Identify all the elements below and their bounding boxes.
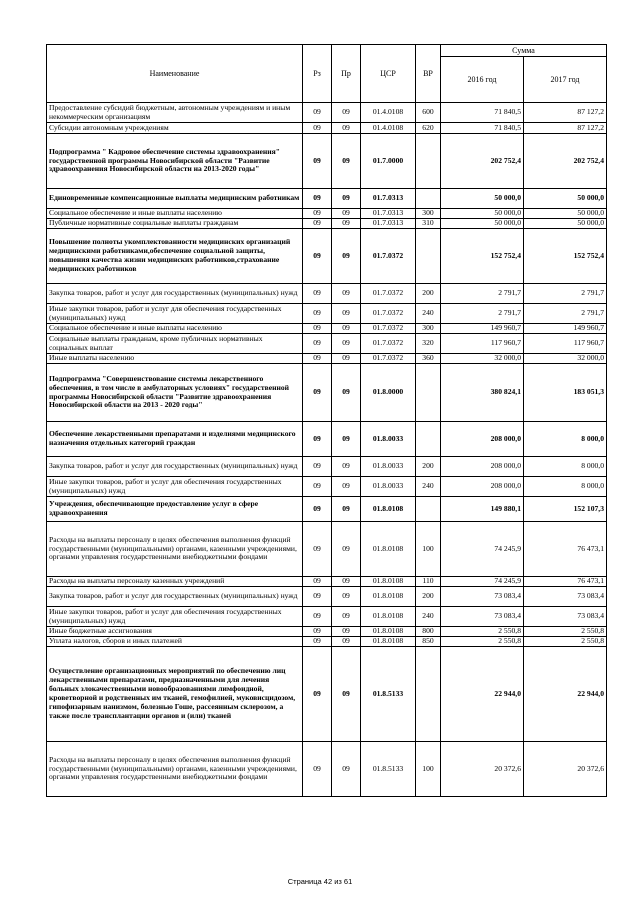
cell-vr: 600 xyxy=(416,103,441,123)
cell-name: Закупка товаров, работ и услуг для государственных (муниципальных) нужд xyxy=(47,457,303,477)
cell-name: Учреждения, обеспечивающие предоставление услуг в сфере здравоохранения xyxy=(47,497,303,522)
cell-csr: 01.8.0108 xyxy=(361,522,416,577)
cell-name: Закупка товаров, работ и услуг для государственных (муниципальных) нужд xyxy=(47,587,303,607)
table-row xyxy=(47,134,607,189)
cell-sum-2016: 71 840,5 xyxy=(441,123,524,134)
cell-sum-2016: 2 791,7 xyxy=(441,284,524,304)
header-csr: ЦСР xyxy=(361,45,416,103)
cell-pr: 09 xyxy=(332,364,361,422)
cell-sum-2017: 2 791,7 xyxy=(524,304,607,324)
cell-pr: 09 xyxy=(332,284,361,304)
cell-vr: 100 xyxy=(416,522,441,577)
header-rz: Рз xyxy=(303,45,332,103)
table-row xyxy=(47,577,607,587)
cell-pr: 09 xyxy=(332,457,361,477)
cell-sum-2017: 152 752,4 xyxy=(524,229,607,284)
cell-sum-2016: 73 083,4 xyxy=(441,587,524,607)
cell-pr: 09 xyxy=(332,334,361,354)
cell-name: Субсидии автономным учреждениям xyxy=(47,123,303,134)
table-row xyxy=(47,123,607,134)
cell-pr: 09 xyxy=(332,647,361,742)
cell-rz: 09 xyxy=(303,209,332,219)
cell-sum-2017: 2 550,8 xyxy=(524,627,607,637)
cell-pr: 09 xyxy=(332,497,361,522)
cell-csr: 01.8.0108 xyxy=(361,497,416,522)
cell-name: Расходы на выплаты персоналу казенных учреждений xyxy=(47,577,303,587)
cell-csr: 01.7.0372 xyxy=(361,354,416,364)
cell-vr xyxy=(416,134,441,189)
cell-name: Единовременные компенсационные выплаты медицинским работникам xyxy=(47,189,303,209)
table-row xyxy=(47,422,607,457)
cell-csr: 01.7.0313 xyxy=(361,209,416,219)
cell-sum-2016: 149 880,1 xyxy=(441,497,524,522)
table-row xyxy=(47,354,607,364)
cell-vr: 240 xyxy=(416,477,441,497)
cell-sum-2017: 50 000,0 xyxy=(524,209,607,219)
budget-table xyxy=(46,44,607,797)
cell-rz: 09 xyxy=(303,627,332,637)
cell-sum-2017: 87 127,2 xyxy=(524,123,607,134)
cell-vr: 200 xyxy=(416,457,441,477)
cell-csr: 01.4.0108 xyxy=(361,103,416,123)
cell-sum-2016: 74 245,9 xyxy=(441,577,524,587)
cell-vr: 620 xyxy=(416,123,441,134)
cell-name: Иные закупки товаров, работ и услуг для обеспечения государственных (муниципальных) нужд xyxy=(47,477,303,497)
cell-vr xyxy=(416,364,441,422)
cell-sum-2017: 8 000,0 xyxy=(524,457,607,477)
cell-sum-2016: 380 824,1 xyxy=(441,364,524,422)
cell-sum-2016: 74 245,9 xyxy=(441,522,524,577)
cell-vr: 300 xyxy=(416,324,441,334)
cell-name: Закупка товаров, работ и услуг для государственных (муниципальных) нужд xyxy=(47,284,303,304)
cell-csr: 01.8.5133 xyxy=(361,742,416,797)
cell-sum-2017: 87 127,2 xyxy=(524,103,607,123)
cell-vr: 240 xyxy=(416,607,441,627)
table-row xyxy=(47,229,607,284)
cell-vr: 200 xyxy=(416,284,441,304)
cell-name: Иные бюджетные ассигнования xyxy=(47,627,303,637)
cell-rz: 09 xyxy=(303,354,332,364)
cell-rz: 09 xyxy=(303,607,332,627)
cell-name: Расходы на выплаты персоналу в целях обеспечения выполнения функций государственными (муниципальными) органами, казенными учреждениями, органами управления государственными внебюджетными фондами xyxy=(47,522,303,577)
cell-csr: 01.4.0108 xyxy=(361,123,416,134)
cell-pr: 09 xyxy=(332,742,361,797)
cell-name: Социальное обеспечение и иные выплаты населению xyxy=(47,209,303,219)
cell-pr: 09 xyxy=(332,134,361,189)
table-row xyxy=(47,742,607,797)
table-row xyxy=(47,497,607,522)
cell-sum-2017: 8 000,0 xyxy=(524,477,607,497)
table-row xyxy=(47,364,607,422)
cell-vr: 360 xyxy=(416,354,441,364)
cell-rz: 09 xyxy=(303,477,332,497)
cell-sum-2016: 32 000,0 xyxy=(441,354,524,364)
cell-name: Иные закупки товаров, работ и услуг для обеспечения государственных (муниципальных) нужд xyxy=(47,304,303,324)
table-body xyxy=(47,103,607,797)
cell-sum-2016: 20 372,6 xyxy=(441,742,524,797)
cell-sum-2016: 22 944,0 xyxy=(441,647,524,742)
table-row xyxy=(47,637,607,647)
cell-sum-2017: 22 944,0 xyxy=(524,647,607,742)
cell-sum-2017: 32 000,0 xyxy=(524,354,607,364)
cell-vr xyxy=(416,189,441,209)
cell-rz: 09 xyxy=(303,324,332,334)
table-row xyxy=(47,457,607,477)
cell-csr: 01.8.0108 xyxy=(361,607,416,627)
cell-sum-2016: 50 000,0 xyxy=(441,219,524,229)
cell-pr: 09 xyxy=(332,522,361,577)
cell-pr: 09 xyxy=(332,103,361,123)
cell-rz: 09 xyxy=(303,123,332,134)
table-row xyxy=(47,304,607,324)
cell-csr: 01.8.5133 xyxy=(361,647,416,742)
cell-name: Иные выплаты населению xyxy=(47,354,303,364)
cell-name: Обеспечение лекарственными препаратами и изделиями медицинского назначения отдельных категорий граждан xyxy=(47,422,303,457)
cell-sum-2017: 183 051,3 xyxy=(524,364,607,422)
header-year-2017: 2017 год xyxy=(524,57,607,103)
table-row xyxy=(47,477,607,497)
cell-rz: 09 xyxy=(303,304,332,324)
table-row xyxy=(47,103,607,123)
header-name: Наименование xyxy=(47,45,303,103)
cell-sum-2016: 2 791,7 xyxy=(441,304,524,324)
cell-sum-2017: 149 960,7 xyxy=(524,324,607,334)
cell-rz: 09 xyxy=(303,497,332,522)
cell-sum-2017: 73 083,4 xyxy=(524,587,607,607)
cell-sum-2017: 76 473,1 xyxy=(524,577,607,587)
cell-vr: 240 xyxy=(416,304,441,324)
table-row xyxy=(47,607,607,627)
table-row xyxy=(47,647,607,742)
table-row xyxy=(47,522,607,577)
cell-pr: 09 xyxy=(332,577,361,587)
cell-csr: 01.8.0000 xyxy=(361,364,416,422)
header-vr: ВР xyxy=(416,45,441,103)
cell-pr: 09 xyxy=(332,229,361,284)
table-row xyxy=(47,324,607,334)
cell-sum-2016: 208 000,0 xyxy=(441,477,524,497)
cell-csr: 01.7.0372 xyxy=(361,334,416,354)
cell-name: Осуществление организационных мероприятий по обеспечению лиц лекарственными препаратами, предназначенными для лечения больных злокачественными новообразованиями лимфоидной, кроветворной и родственных им тканей, гемофилией, муковисцидозом, гипофизарным нанизмом, болезнью Гоше, рассеянным склерозом, а также после трансплантации органов и (или) тканей xyxy=(47,647,303,742)
cell-sum-2016: 208 000,0 xyxy=(441,457,524,477)
cell-rz: 09 xyxy=(303,422,332,457)
cell-sum-2016: 149 960,7 xyxy=(441,324,524,334)
cell-rz: 09 xyxy=(303,457,332,477)
cell-name: Публичные нормативные социальные выплаты гражданам xyxy=(47,219,303,229)
cell-pr: 09 xyxy=(332,607,361,627)
cell-vr: 100 xyxy=(416,742,441,797)
page-footer: Страница 42 из 61 xyxy=(287,877,353,886)
cell-vr xyxy=(416,647,441,742)
cell-pr: 09 xyxy=(332,209,361,219)
cell-rz: 09 xyxy=(303,189,332,209)
cell-vr: 320 xyxy=(416,334,441,354)
cell-csr: 01.7.0000 xyxy=(361,134,416,189)
cell-csr: 01.8.0108 xyxy=(361,577,416,587)
cell-csr: 01.7.0372 xyxy=(361,304,416,324)
cell-rz: 09 xyxy=(303,229,332,284)
table-row xyxy=(47,219,607,229)
cell-pr: 09 xyxy=(332,587,361,607)
cell-pr: 09 xyxy=(332,477,361,497)
cell-name: Уплата налогов, сборов и иных платежей xyxy=(47,637,303,647)
cell-rz: 09 xyxy=(303,364,332,422)
cell-rz: 09 xyxy=(303,647,332,742)
cell-pr: 09 xyxy=(332,354,361,364)
cell-vr xyxy=(416,497,441,522)
cell-sum-2017: 152 107,3 xyxy=(524,497,607,522)
cell-csr: 01.8.0033 xyxy=(361,457,416,477)
cell-csr: 01.7.0372 xyxy=(361,284,416,304)
cell-pr: 09 xyxy=(332,422,361,457)
cell-sum-2017: 76 473,1 xyxy=(524,522,607,577)
table-row xyxy=(47,284,607,304)
cell-csr: 01.7.0313 xyxy=(361,189,416,209)
table-row xyxy=(47,189,607,209)
cell-csr: 01.7.0372 xyxy=(361,324,416,334)
cell-name: Расходы на выплаты персоналу в целях обеспечения выполнения функций государственными (муниципальными) органами, казенными учреждениями, органами управления государственными внебюджетными фондами xyxy=(47,742,303,797)
cell-pr: 09 xyxy=(332,189,361,209)
cell-sum-2017: 8 000,0 xyxy=(524,422,607,457)
cell-vr: 200 xyxy=(416,587,441,607)
cell-name: Подпрограмма "Совершенствование системы лекарственного обеспечения, в том числе в амбулаторных условиях" государственной программы Новосибирской области "Развитие здравоохранения Новосибирской области на 2013 - 2020 годы" xyxy=(47,364,303,422)
table-row xyxy=(47,627,607,637)
cell-name: Социальное обеспечение и иные выплаты населению xyxy=(47,324,303,334)
cell-sum-2017: 20 372,6 xyxy=(524,742,607,797)
cell-rz: 09 xyxy=(303,522,332,577)
header-sum: Сумма xyxy=(441,45,607,57)
cell-sum-2017: 117 960,7 xyxy=(524,334,607,354)
cell-sum-2017: 50 000,0 xyxy=(524,189,607,209)
cell-pr: 09 xyxy=(332,219,361,229)
cell-sum-2017: 73 083,4 xyxy=(524,607,607,627)
cell-sum-2017: 50 000,0 xyxy=(524,219,607,229)
cell-csr: 01.8.0033 xyxy=(361,477,416,497)
cell-vr: 110 xyxy=(416,577,441,587)
cell-vr: 300 xyxy=(416,209,441,219)
cell-name: Иные закупки товаров, работ и услуг для обеспечения государственных (муниципальных) нужд xyxy=(47,607,303,627)
cell-rz: 09 xyxy=(303,219,332,229)
cell-rz: 09 xyxy=(303,577,332,587)
cell-rz: 09 xyxy=(303,587,332,607)
cell-csr: 01.8.0033 xyxy=(361,422,416,457)
cell-sum-2016: 117 960,7 xyxy=(441,334,524,354)
cell-sum-2016: 152 752,4 xyxy=(441,229,524,284)
cell-rz: 09 xyxy=(303,334,332,354)
cell-vr xyxy=(416,422,441,457)
cell-sum-2016: 73 083,4 xyxy=(441,607,524,627)
cell-sum-2017: 2 791,7 xyxy=(524,284,607,304)
cell-rz: 09 xyxy=(303,134,332,189)
cell-csr: 01.8.0108 xyxy=(361,587,416,607)
cell-sum-2016: 50 000,0 xyxy=(441,209,524,219)
cell-sum-2016: 202 752,4 xyxy=(441,134,524,189)
cell-name: Повышение полноты укомплектованности медицинских организаций медицинскими работниками,обеспечение социальной защиты, повышения качества жизни медицинских работников,страхование медицинских работников xyxy=(47,229,303,284)
cell-sum-2016: 71 840,5 xyxy=(441,103,524,123)
cell-sum-2016: 50 000,0 xyxy=(441,189,524,209)
cell-rz: 09 xyxy=(303,742,332,797)
cell-sum-2016: 2 550,8 xyxy=(441,637,524,647)
cell-pr: 09 xyxy=(332,637,361,647)
cell-pr: 09 xyxy=(332,324,361,334)
cell-pr: 09 xyxy=(332,304,361,324)
header-pr: Пр xyxy=(332,45,361,103)
cell-rz: 09 xyxy=(303,284,332,304)
table-row xyxy=(47,209,607,219)
cell-vr xyxy=(416,229,441,284)
cell-vr: 850 xyxy=(416,637,441,647)
cell-name: Социальные выплаты гражданам, кроме публичных нормативных социальных выплат xyxy=(47,334,303,354)
cell-vr: 310 xyxy=(416,219,441,229)
cell-sum-2017: 202 752,4 xyxy=(524,134,607,189)
table-row xyxy=(47,587,607,607)
header-year-2016: 2016 год xyxy=(441,57,524,103)
cell-rz: 09 xyxy=(303,637,332,647)
cell-pr: 09 xyxy=(332,627,361,637)
cell-csr: 01.8.0108 xyxy=(361,637,416,647)
budget-sheet xyxy=(46,44,606,797)
header-row-top xyxy=(47,45,607,57)
cell-name: Предоставление субсидий бюджетным, автономным учреждениям и иным некоммерческим организациям xyxy=(47,103,303,123)
cell-sum-2016: 208 000,0 xyxy=(441,422,524,457)
table-row xyxy=(47,334,607,354)
cell-rz: 09 xyxy=(303,103,332,123)
cell-csr: 01.8.0108 xyxy=(361,627,416,637)
cell-csr: 01.7.0372 xyxy=(361,229,416,284)
cell-csr: 01.7.0313 xyxy=(361,219,416,229)
cell-sum-2017: 2 550,8 xyxy=(524,637,607,647)
cell-vr: 800 xyxy=(416,627,441,637)
cell-pr: 09 xyxy=(332,123,361,134)
cell-name: Подпрограмма " Кадровое обеспечение системы здравоохранения" государственной программы Новосибирской области "Развитие здравоохранения Новосибирской области на 2013-2020 годы" xyxy=(47,134,303,189)
cell-sum-2016: 2 550,8 xyxy=(441,627,524,637)
